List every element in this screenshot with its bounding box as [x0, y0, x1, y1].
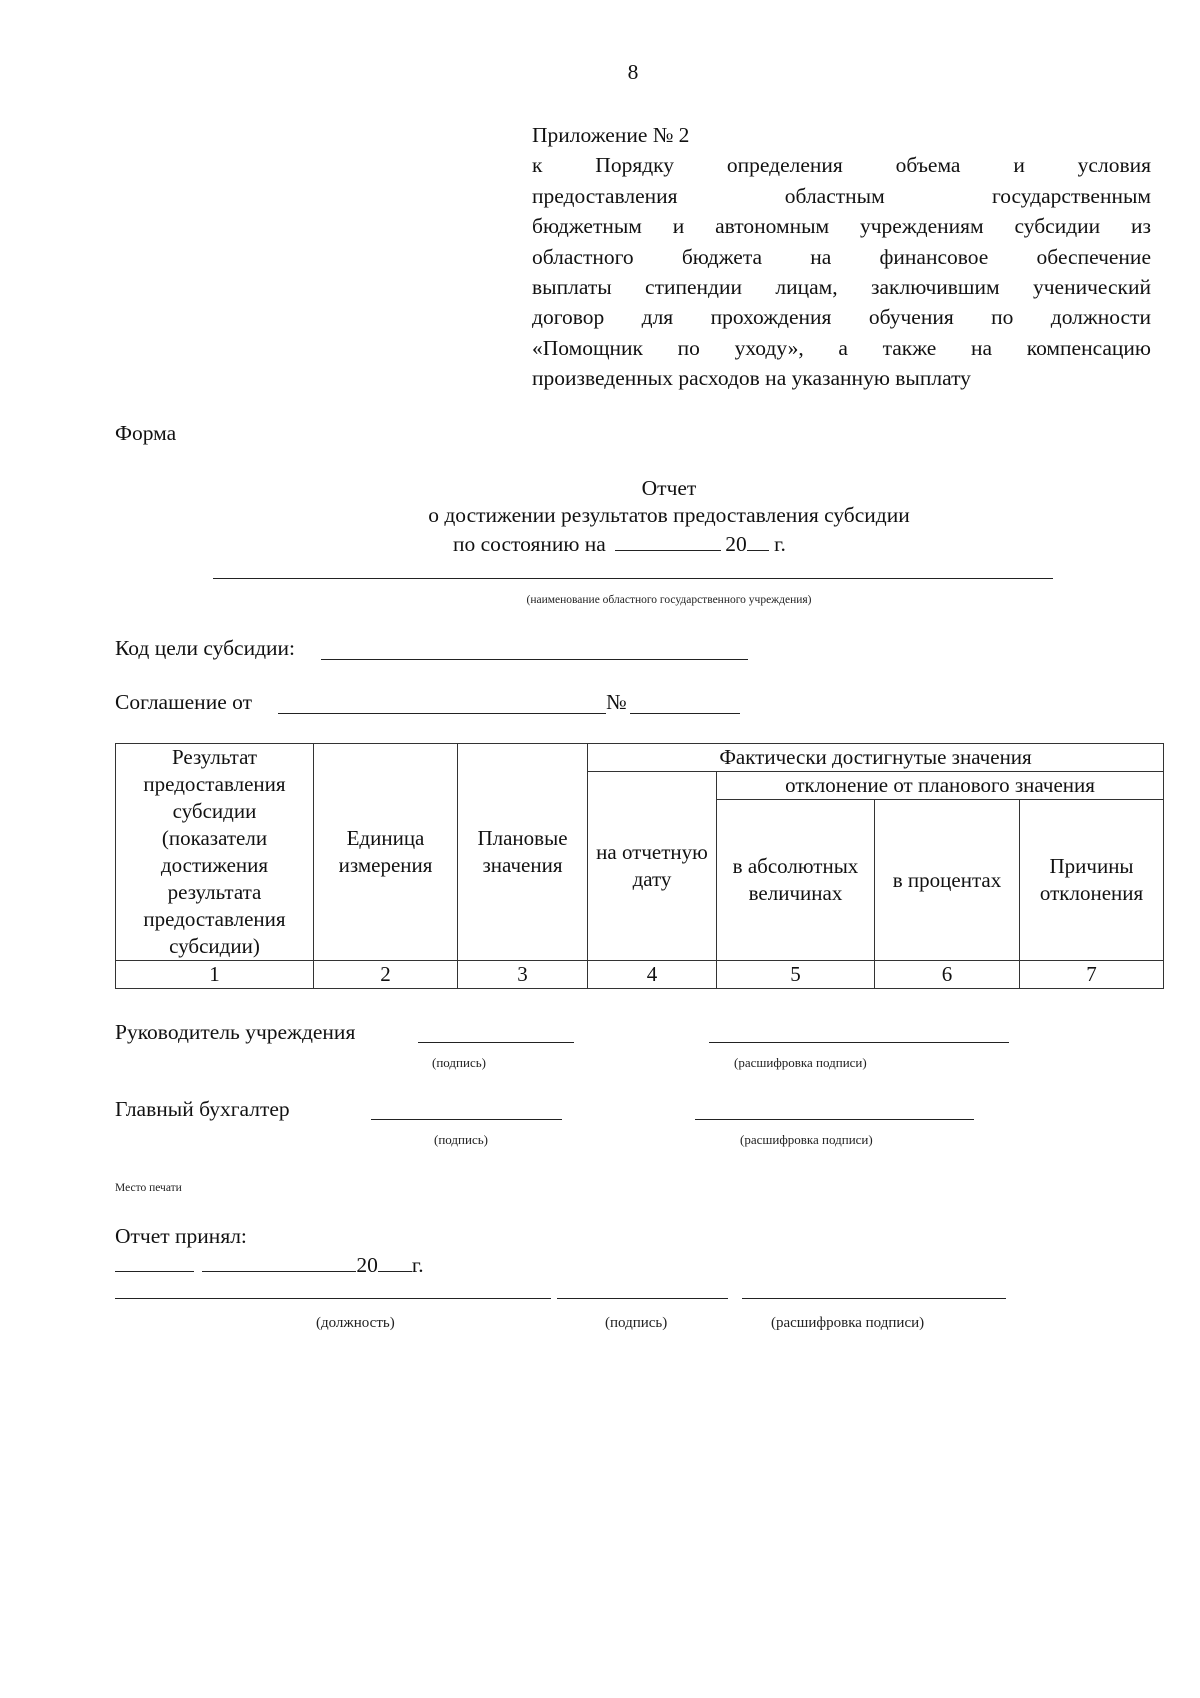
stamp-label: Место печати — [115, 1182, 182, 1194]
accountant-label: Главный бухгалтер — [115, 1097, 290, 1121]
accepted-decoding-caption: (расшифровка подписи) — [771, 1315, 925, 1331]
header-percent: в процентах — [875, 800, 1020, 961]
institution-caption: (наименование областного государственного учреждения) — [526, 594, 812, 606]
day-blank[interactable] — [115, 1253, 194, 1272]
appendix-line: предоставления областным государственным — [532, 183, 1151, 208]
date-prefix: по состоянию на — [453, 532, 606, 556]
appendix-line: произведенных расходов на указанную выплату — [532, 366, 971, 391]
agreement-label: Соглашение от — [115, 690, 252, 714]
accepted-year-suffix: г. — [411, 1253, 424, 1277]
column-number: 6 — [875, 961, 1020, 989]
institution-name-field[interactable] — [213, 578, 1053, 579]
accepted-year: 20 — [356, 1253, 378, 1277]
form-label: Форма — [115, 421, 177, 445]
page-number: 8 — [627, 60, 639, 84]
header-actual-group: Фактически достигнутые значения — [588, 744, 1164, 772]
report-title: Отчет — [641, 476, 697, 500]
date-blank[interactable] — [615, 532, 721, 551]
agreement-number-label: № — [606, 690, 627, 714]
appendix-line: Приложение № 2 — [532, 123, 690, 147]
month-blank[interactable] — [202, 1253, 356, 1272]
header-result: Результат предоставления субсидии (показатели достижения результата предоставления субсидии) — [116, 744, 314, 961]
accepted-label: Отчет принял: — [115, 1224, 247, 1248]
header-unit: Единица измерения — [314, 744, 458, 961]
appendix-line: «Помощник по уходу», а также на компенсацию — [532, 335, 1151, 360]
column-number: 4 — [588, 961, 717, 989]
appendix-line: к Порядку определения объема и условия — [532, 153, 1151, 178]
column-number: 3 — [458, 961, 588, 989]
agreement-number-field[interactable] — [630, 713, 740, 714]
agreement-date-field[interactable] — [278, 713, 606, 714]
accepted-name-field[interactable] — [742, 1298, 1006, 1299]
head-name-field[interactable] — [709, 1042, 1009, 1043]
date-year: 20 — [725, 532, 747, 556]
head-decoding-caption: (расшифровка подписи) — [734, 1055, 867, 1070]
report-subtitle: о достижении результатов предоставления субсидии — [428, 503, 910, 527]
header-absolute: в абсолютных величинах — [717, 800, 875, 961]
column-number: 2 — [314, 961, 458, 989]
accepted-year-blank[interactable] — [378, 1253, 412, 1272]
report-date-line — [453, 532, 786, 556]
subsidy-code-label: Код цели субсидии: — [115, 636, 296, 660]
appendix-line: выплаты стипендии лицам, заключившим ученический — [532, 274, 1151, 299]
header-reporting-date: на отчетную дату — [588, 772, 717, 961]
head-signature-caption: (подпись) — [432, 1055, 486, 1070]
accepted-date-line — [115, 1253, 424, 1277]
appendix-line: областного бюджета на финансовое обеспечение — [532, 244, 1151, 269]
date-suffix: г. — [774, 532, 786, 556]
appendix-line: договор для прохождения обучения по должности — [532, 305, 1151, 330]
appendix-line: бюджетным и автономным учреждениям субсидии из — [532, 214, 1151, 239]
accountant-signature-caption: (подпись) — [434, 1132, 488, 1147]
results-table — [115, 743, 1164, 989]
accountant-decoding-caption: (расшифровка подписи) — [740, 1132, 873, 1147]
column-number: 1 — [116, 961, 314, 989]
head-signature-field[interactable] — [418, 1042, 574, 1043]
year-blank[interactable] — [747, 532, 769, 551]
header-deviation-group: отклонение от планового значения — [717, 772, 1164, 800]
appendix-header — [532, 120, 1151, 394]
accountant-name-field[interactable] — [695, 1119, 974, 1120]
accepted-position-field[interactable] — [115, 1298, 551, 1299]
position-caption: (должность) — [316, 1315, 395, 1331]
subsidy-code-field[interactable] — [321, 659, 748, 660]
header-planned: Плановые значения — [458, 744, 588, 961]
head-label: Руководитель учреждения — [115, 1020, 356, 1044]
column-number: 5 — [717, 961, 875, 989]
accountant-signature-field[interactable] — [371, 1119, 562, 1120]
header-reasons: Причины отклонения — [1020, 800, 1164, 961]
accepted-signature-caption: (подпись) — [605, 1315, 668, 1331]
accepted-signature-field[interactable] — [557, 1298, 728, 1299]
column-number: 7 — [1020, 961, 1164, 989]
